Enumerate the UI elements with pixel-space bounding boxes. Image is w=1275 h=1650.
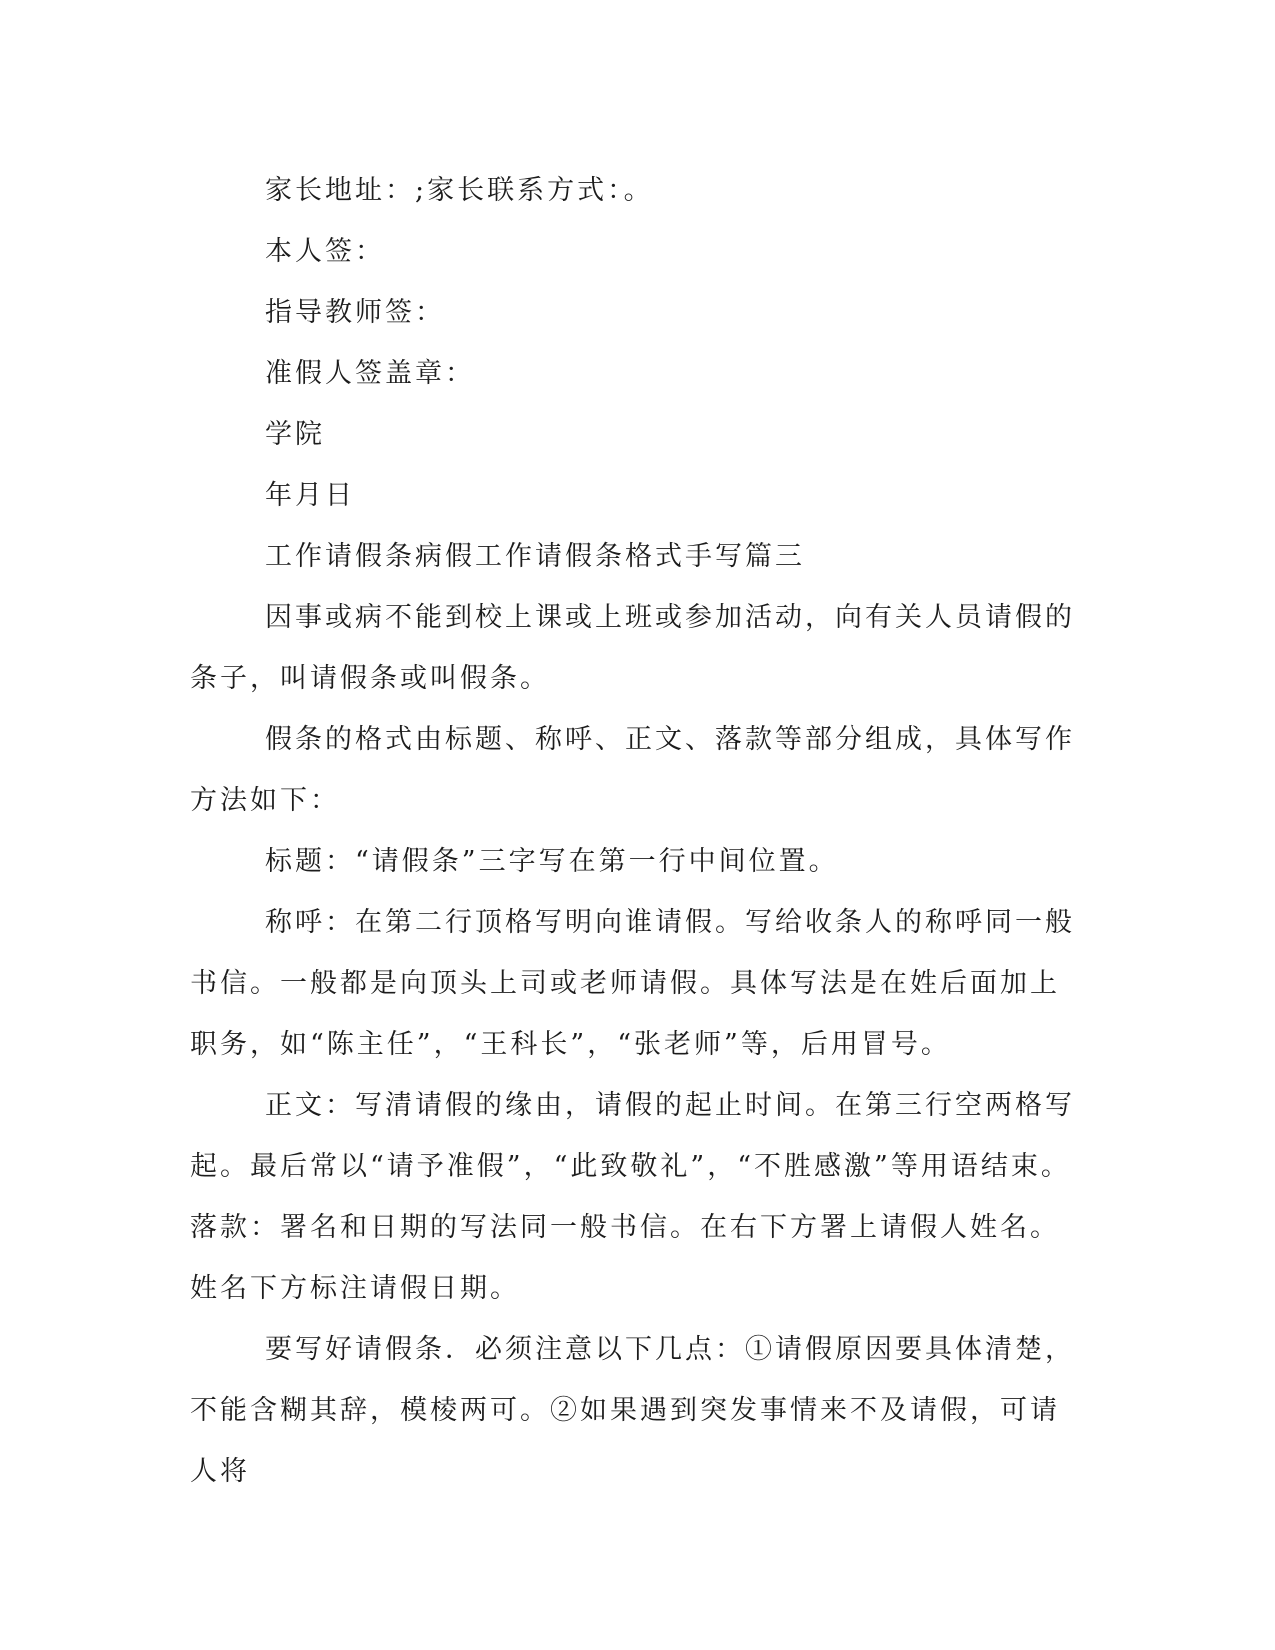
paragraph-format: 假条的格式由标题、称呼、正文、落款等部分组成，具体写作方法如下： (190, 724, 1075, 816)
paragraph-definition: 因事或病不能到校上课或上班或参加活动，向有关人员请假的条子，叫请假条或叫假条。 (190, 602, 1075, 694)
paragraph-salutation: 称呼：在第二行顶格写明向谁请假。写给收条人的称呼同一般书信。一般都是向顶头上司或老师请假。具体写法是在姓后面加上职务，如“陈主任”，“王科长”，“张老师”等，后用冒号。 (190, 907, 1075, 1060)
college-line: 学院 (265, 419, 325, 450)
parent-address-line: 家长地址：;家长联系方式：。 (265, 175, 654, 206)
document-body (190, 160, 1080, 1502)
self-signature-line: 本人签： (265, 236, 385, 267)
paragraph-body: 正文：写清请假的缘由，请假的起止时间。在第三行空两格写起。最后常以“请予准假”，“此致敬礼”，“不胜感激”等用语结束。落款：署名和日期的写法同一般书信。在右下方署上请假人姓名。姓名下方标注请假日期。 (190, 1090, 1075, 1304)
paragraph-title: 标题：“请假条”三字写在第一行中间位置。 (265, 846, 839, 877)
date-line: 年月日 (265, 480, 355, 511)
advisor-signature-line: 指导教师签： (265, 297, 445, 328)
paragraph-notes: 要写好请假条．必须注意以下几点：①请假原因要具体清楚，不能含糊其辞，模棱两可。②如果遇到突发事情来不及请假，可请人将 (190, 1334, 1075, 1487)
approver-signature-line: 准假人签盖章： (265, 358, 475, 389)
section-title: 工作请假条病假工作请假条格式手写篇三 (265, 541, 805, 572)
